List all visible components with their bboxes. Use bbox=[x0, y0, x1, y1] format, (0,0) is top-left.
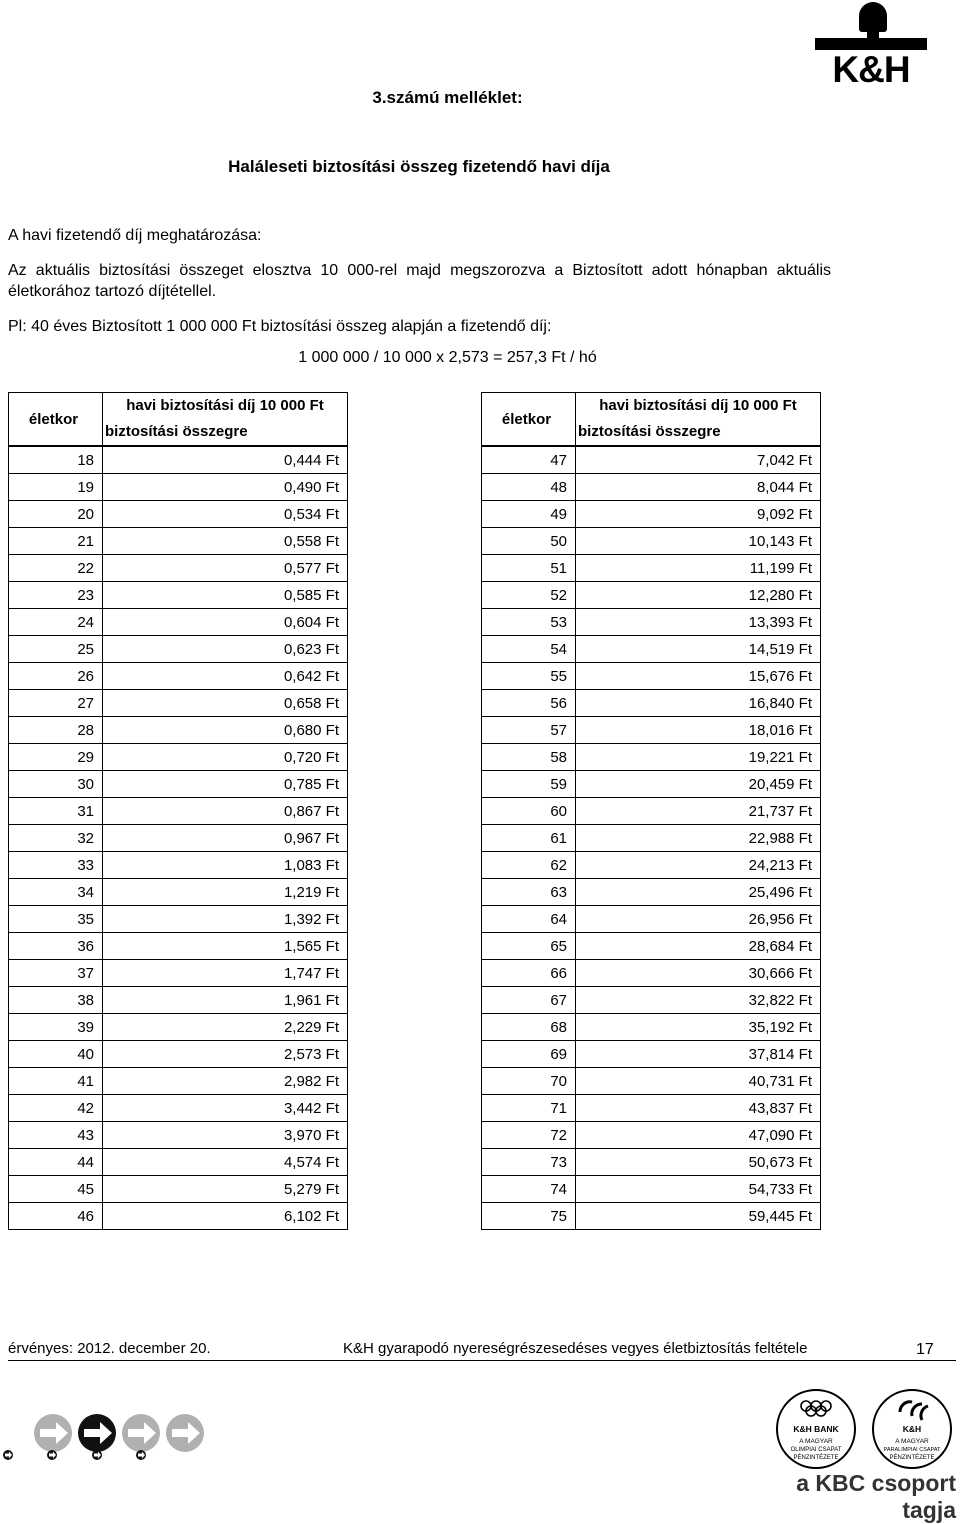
age-cell: 46 bbox=[9, 1203, 103, 1230]
age-cell: 62 bbox=[482, 852, 576, 879]
fee-cell: 7,042 Ft bbox=[576, 446, 821, 474]
sponsor-seals bbox=[770, 1388, 956, 1470]
table-row bbox=[482, 609, 821, 636]
fee-cell: 37,814 Ft bbox=[576, 1041, 821, 1068]
intro-line-1: A havi fizetendő díj meghatározása: bbox=[8, 227, 262, 244]
table-row bbox=[9, 663, 348, 690]
fee-cell: 0,585 Ft bbox=[103, 582, 348, 609]
paralympic-seal-icon bbox=[873, 1390, 951, 1468]
age-cell: 70 bbox=[482, 1068, 576, 1095]
age-cell: 67 bbox=[482, 987, 576, 1014]
table-row bbox=[9, 825, 348, 852]
age-cell: 63 bbox=[482, 879, 576, 906]
table-header bbox=[482, 393, 821, 447]
seal-text: K&H bbox=[902, 1424, 922, 1434]
table-row bbox=[482, 636, 821, 663]
age-cell: 68 bbox=[482, 1014, 576, 1041]
table-row bbox=[482, 906, 821, 933]
arrow-icon bbox=[166, 1414, 204, 1452]
fee-cell: 0,642 Ft bbox=[103, 663, 348, 690]
table-row bbox=[9, 717, 348, 744]
table-row bbox=[9, 474, 348, 501]
age-cell: 35 bbox=[9, 906, 103, 933]
table-row bbox=[482, 1095, 821, 1122]
age-cell: 59 bbox=[482, 771, 576, 798]
age-cell: 43 bbox=[9, 1122, 103, 1149]
table-row bbox=[9, 582, 348, 609]
age-cell: 30 bbox=[9, 771, 103, 798]
logo-text: K&H bbox=[832, 49, 910, 90]
table-row bbox=[482, 690, 821, 717]
fee-cell: 0,623 Ft bbox=[103, 636, 348, 663]
fee-cell: 32,822 Ft bbox=[576, 987, 821, 1014]
fee-cell: 12,280 Ft bbox=[576, 582, 821, 609]
age-cell: 53 bbox=[482, 609, 576, 636]
age-cell: 28 bbox=[9, 717, 103, 744]
table-row bbox=[9, 1095, 348, 1122]
age-cell: 32 bbox=[9, 825, 103, 852]
table-row bbox=[9, 744, 348, 771]
age-cell: 23 bbox=[9, 582, 103, 609]
fee-cell: 13,393 Ft bbox=[576, 609, 821, 636]
column-header-age: életkor bbox=[482, 393, 576, 447]
fee-cell: 0,444 Ft bbox=[103, 446, 348, 474]
kbc-group-tagline: a KBC csoport tagja bbox=[796, 1470, 956, 1523]
table-row bbox=[482, 501, 821, 528]
table-row bbox=[482, 1041, 821, 1068]
table-row bbox=[9, 906, 348, 933]
age-cell: 19 bbox=[9, 474, 103, 501]
fee-cell: 40,731 Ft bbox=[576, 1068, 821, 1095]
age-cell: 73 bbox=[482, 1149, 576, 1176]
page-number: 17 bbox=[916, 1341, 934, 1358]
age-cell: 72 bbox=[482, 1122, 576, 1149]
table-row bbox=[9, 987, 348, 1014]
age-cell: 21 bbox=[9, 528, 103, 555]
age-cell: 25 bbox=[9, 636, 103, 663]
fee-cell: 30,666 Ft bbox=[576, 960, 821, 987]
age-cell: 37 bbox=[9, 960, 103, 987]
table-row bbox=[9, 798, 348, 825]
age-cell: 71 bbox=[482, 1095, 576, 1122]
table-row bbox=[482, 798, 821, 825]
table-row bbox=[9, 636, 348, 663]
fee-cell: 28,684 Ft bbox=[576, 933, 821, 960]
table-row bbox=[482, 825, 821, 852]
table-row bbox=[9, 555, 348, 582]
table-row bbox=[482, 933, 821, 960]
table-row bbox=[482, 663, 821, 690]
fee-cell: 0,558 Ft bbox=[103, 528, 348, 555]
table-row bbox=[482, 528, 821, 555]
fee-cell: 0,577 Ft bbox=[103, 555, 348, 582]
table-row bbox=[9, 690, 348, 717]
fee-cell: 16,840 Ft bbox=[576, 690, 821, 717]
fee-cell: 8,044 Ft bbox=[576, 474, 821, 501]
arrow-icon bbox=[122, 1414, 160, 1452]
fee-cell: 1,219 Ft bbox=[103, 879, 348, 906]
example-formula: 1 000 000 / 10 000 x 2,573 = 257,3 Ft / hó bbox=[298, 349, 597, 366]
fee-cell: 5,279 Ft bbox=[103, 1176, 348, 1203]
fee-cell: 10,143 Ft bbox=[576, 528, 821, 555]
age-cell: 51 bbox=[482, 555, 576, 582]
fee-cell: 3,970 Ft bbox=[103, 1122, 348, 1149]
age-cell: 22 bbox=[9, 555, 103, 582]
table-row bbox=[482, 555, 821, 582]
age-cell: 74 bbox=[482, 1176, 576, 1203]
fee-cell: 21,737 Ft bbox=[576, 798, 821, 825]
table-row bbox=[9, 879, 348, 906]
table-row bbox=[482, 1203, 821, 1230]
table-row bbox=[9, 1068, 348, 1095]
column-header-age: életkor bbox=[9, 393, 103, 447]
fee-cell: 43,837 Ft bbox=[576, 1095, 821, 1122]
seal-text: K&H BANK bbox=[793, 1424, 839, 1434]
age-cell: 36 bbox=[9, 933, 103, 960]
fee-cell: 35,192 Ft bbox=[576, 1014, 821, 1041]
fee-cell: 25,496 Ft bbox=[576, 879, 821, 906]
fee-cell: 6,102 Ft bbox=[103, 1203, 348, 1230]
table-row bbox=[9, 1014, 348, 1041]
fee-cell: 0,658 Ft bbox=[103, 690, 348, 717]
table-row bbox=[9, 1203, 348, 1230]
arrow-icon bbox=[34, 1414, 72, 1452]
table-row bbox=[482, 474, 821, 501]
age-cell: 69 bbox=[482, 1041, 576, 1068]
fee-cell: 0,867 Ft bbox=[103, 798, 348, 825]
table-row bbox=[9, 1176, 348, 1203]
table-row bbox=[9, 1041, 348, 1068]
fee-cell: 0,490 Ft bbox=[103, 474, 348, 501]
table-row bbox=[482, 1176, 821, 1203]
svg-text:PARALIMPIAI CSAPAT: PARALIMPIAI CSAPAT bbox=[883, 1447, 941, 1453]
table-row bbox=[9, 528, 348, 555]
fee-cell: 0,785 Ft bbox=[103, 771, 348, 798]
rates-table-right bbox=[481, 392, 821, 1230]
olympic-seal-icon bbox=[777, 1390, 855, 1468]
fee-cell: 2,573 Ft bbox=[103, 1041, 348, 1068]
table-row bbox=[9, 446, 348, 474]
age-cell: 38 bbox=[9, 987, 103, 1014]
age-cell: 20 bbox=[9, 501, 103, 528]
footer-divider bbox=[8, 1360, 956, 1361]
table-row bbox=[9, 501, 348, 528]
table-row bbox=[9, 852, 348, 879]
fee-cell: 9,092 Ft bbox=[576, 501, 821, 528]
age-cell: 75 bbox=[482, 1203, 576, 1230]
age-cell: 27 bbox=[9, 690, 103, 717]
table-row bbox=[482, 717, 821, 744]
age-cell: 24 bbox=[9, 609, 103, 636]
table-row bbox=[482, 1122, 821, 1149]
fee-cell: 18,016 Ft bbox=[576, 717, 821, 744]
valid-date: érvényes: 2012. december 20. bbox=[8, 1340, 211, 1357]
intro-line-3: Pl: 40 éves Biztosított 1 000 000 Ft biztosítási összeg alapján a fizetendő díj: bbox=[8, 318, 552, 335]
age-cell: 50 bbox=[482, 528, 576, 555]
age-cell: 48 bbox=[482, 474, 576, 501]
age-cell: 26 bbox=[9, 663, 103, 690]
arrow-decoration bbox=[0, 1407, 215, 1467]
age-cell: 45 bbox=[9, 1176, 103, 1203]
age-cell: 52 bbox=[482, 582, 576, 609]
fee-cell: 20,459 Ft bbox=[576, 771, 821, 798]
fee-cell: 1,392 Ft bbox=[103, 906, 348, 933]
svg-text:A MAGYAR: A MAGYAR bbox=[895, 1438, 929, 1445]
svg-text:PÉNZINTÉZETE: PÉNZINTÉZETE bbox=[889, 1455, 935, 1461]
document-name: K&H gyarapodó nyereségrészesedéses vegyes életbiztosítás feltétele bbox=[343, 1340, 808, 1357]
fee-cell: 19,221 Ft bbox=[576, 744, 821, 771]
logo-head-shape bbox=[859, 2, 887, 32]
fee-cell: 1,565 Ft bbox=[103, 933, 348, 960]
age-cell: 18 bbox=[9, 446, 103, 474]
age-cell: 39 bbox=[9, 1014, 103, 1041]
svg-text:A MAGYAR: A MAGYAR bbox=[799, 1438, 833, 1445]
table-row bbox=[482, 960, 821, 987]
svg-text:PÉNZINTÉZETE: PÉNZINTÉZETE bbox=[793, 1455, 839, 1461]
age-cell: 34 bbox=[9, 879, 103, 906]
age-cell: 60 bbox=[482, 798, 576, 825]
table-row bbox=[482, 1014, 821, 1041]
intro-line-2: Az aktuális biztosítási összeget elosztva 10 000-rel majd megszorozva a Biztosított adott hónapban aktuális életkorához tartozó díjtétellel. bbox=[8, 262, 831, 300]
table-row bbox=[9, 1149, 348, 1176]
fee-cell: 2,982 Ft bbox=[103, 1068, 348, 1095]
age-cell: 61 bbox=[482, 825, 576, 852]
fee-cell: 0,720 Ft bbox=[103, 744, 348, 771]
table-row bbox=[482, 1149, 821, 1176]
fee-cell: 54,733 Ft bbox=[576, 1176, 821, 1203]
column-header-fee: havi biztosítási díj 10 000 Ft biztosítási összegre bbox=[576, 393, 821, 447]
age-cell: 65 bbox=[482, 933, 576, 960]
age-cell: 40 bbox=[9, 1041, 103, 1068]
fee-cell: 1,083 Ft bbox=[103, 852, 348, 879]
table-row bbox=[9, 609, 348, 636]
table-header bbox=[9, 393, 348, 447]
fee-cell: 50,673 Ft bbox=[576, 1149, 821, 1176]
fee-cell: 11,199 Ft bbox=[576, 555, 821, 582]
rates-table-left bbox=[8, 392, 348, 1230]
table-row bbox=[9, 771, 348, 798]
column-header-fee: havi biztosítási díj 10 000 Ft biztosítási összegre bbox=[103, 393, 348, 447]
fee-cell: 0,967 Ft bbox=[103, 825, 348, 852]
age-cell: 55 bbox=[482, 663, 576, 690]
fee-cell: 26,956 Ft bbox=[576, 906, 821, 933]
age-cell: 49 bbox=[482, 501, 576, 528]
fee-cell: 59,445 Ft bbox=[576, 1203, 821, 1230]
table-row bbox=[9, 960, 348, 987]
fee-cell: 0,534 Ft bbox=[103, 501, 348, 528]
fee-cell: 0,604 Ft bbox=[103, 609, 348, 636]
age-cell: 42 bbox=[9, 1095, 103, 1122]
table-row bbox=[482, 446, 821, 474]
fee-cell: 15,676 Ft bbox=[576, 663, 821, 690]
age-cell: 31 bbox=[9, 798, 103, 825]
table-row bbox=[482, 771, 821, 798]
annex-heading: 3.számú melléklet: bbox=[372, 88, 523, 107]
age-cell: 58 bbox=[482, 744, 576, 771]
fee-cell: 24,213 Ft bbox=[576, 852, 821, 879]
table-row bbox=[482, 582, 821, 609]
fee-cell: 0,680 Ft bbox=[103, 717, 348, 744]
age-cell: 64 bbox=[482, 906, 576, 933]
fee-cell: 3,442 Ft bbox=[103, 1095, 348, 1122]
fee-cell: 22,988 Ft bbox=[576, 825, 821, 852]
age-cell: 29 bbox=[9, 744, 103, 771]
age-cell: 56 bbox=[482, 690, 576, 717]
fee-cell: 2,229 Ft bbox=[103, 1014, 348, 1041]
table-row bbox=[9, 1122, 348, 1149]
age-cell: 47 bbox=[482, 446, 576, 474]
age-cell: 33 bbox=[9, 852, 103, 879]
table-row bbox=[482, 744, 821, 771]
table-row bbox=[9, 933, 348, 960]
kh-logo bbox=[815, 2, 927, 90]
table-row bbox=[482, 987, 821, 1014]
fee-cell: 1,747 Ft bbox=[103, 960, 348, 987]
fee-cell: 47,090 Ft bbox=[576, 1122, 821, 1149]
age-cell: 41 bbox=[9, 1068, 103, 1095]
small-arrow-icon bbox=[3, 1450, 146, 1460]
page-title: Haláleseti biztosítási összeg fizetendő havi díja bbox=[228, 157, 610, 176]
age-cell: 44 bbox=[9, 1149, 103, 1176]
table-row bbox=[482, 879, 821, 906]
table-row bbox=[482, 1068, 821, 1095]
arrow-icon bbox=[78, 1414, 116, 1452]
age-cell: 54 bbox=[482, 636, 576, 663]
fee-cell: 4,574 Ft bbox=[103, 1149, 348, 1176]
fee-cell: 14,519 Ft bbox=[576, 636, 821, 663]
svg-text:OLIMPIAI CSAPAT: OLIMPIAI CSAPAT bbox=[790, 1447, 842, 1453]
age-cell: 66 bbox=[482, 960, 576, 987]
fee-cell: 1,961 Ft bbox=[103, 987, 348, 1014]
age-cell: 57 bbox=[482, 717, 576, 744]
table-row bbox=[482, 852, 821, 879]
